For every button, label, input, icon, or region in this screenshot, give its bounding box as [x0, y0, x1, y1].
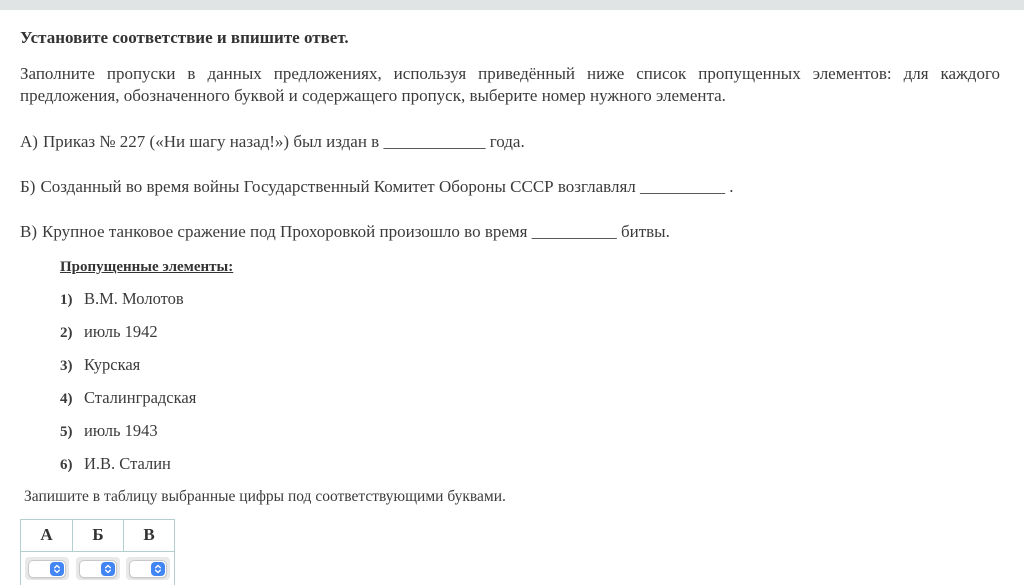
- answer-select-v[interactable]: [126, 557, 170, 580]
- up-down-chevrons-icon: [50, 562, 64, 576]
- sentence-a-text: Приказ № 227 («Ни шагу назад!») был издан в ____________ года.: [42, 132, 525, 151]
- task-instructions: Заполните пропуски в данных предложениях, используя приведённый ниже список пропущенных элементов: для каждого предложения, обозначенного буквой и содержащего пропуск, выберите номер нужного элемента.: [20, 64, 1000, 105]
- up-down-chevrons-icon: [101, 562, 115, 576]
- list-item-number: 1): [60, 292, 73, 308]
- sentence-v-text: Крупное танковое сражение под Прохоровкой произошло во время __________ битвы.: [42, 222, 670, 241]
- answer-table: [20, 519, 175, 585]
- top-bar: [0, 0, 1024, 10]
- answer-table-header-v: В: [123, 520, 174, 551]
- list-item-number: 5): [60, 424, 73, 440]
- list-item-text: Курская: [84, 355, 141, 374]
- list-item-text: И.В. Сталин: [84, 454, 171, 473]
- list-item-number: 4): [60, 391, 73, 407]
- list-item-text: июль 1942: [84, 322, 158, 341]
- list-item: [60, 322, 1000, 342]
- list-item: [60, 454, 1000, 474]
- sentence-a: [20, 132, 1000, 152]
- list-item-text: Сталинградская: [84, 388, 197, 407]
- list-item: [60, 289, 1000, 309]
- list-item: [60, 421, 1000, 441]
- list-item: [60, 388, 1000, 408]
- sentence-v: [20, 222, 1000, 242]
- answer-table-header-row: [21, 520, 174, 552]
- sentence-b-text: Созданный во время войны Государственный Комитет Обороны СССР возглавлял __________ .: [40, 177, 734, 196]
- task-page: [0, 10, 1024, 585]
- sentence-a-label: А): [20, 132, 38, 151]
- list-item: [60, 355, 1000, 375]
- sentence-b-label: Б): [20, 177, 36, 196]
- missing-elements-block: [60, 259, 1000, 474]
- missing-elements-heading: Пропущенные элементы:: [60, 259, 234, 275]
- list-item-number: 6): [60, 457, 73, 473]
- answer-table-select-row: [21, 552, 174, 585]
- list-item-number: 3): [60, 358, 73, 374]
- answer-select-b[interactable]: [76, 557, 120, 580]
- list-item-text: июль 1943: [84, 421, 158, 440]
- up-down-chevrons-icon: [151, 562, 165, 576]
- sentence-b: [20, 177, 1000, 197]
- answer-table-header-b: Б: [72, 520, 123, 551]
- list-item-text: В.М. Молотов: [84, 289, 184, 308]
- list-item-number: 2): [60, 325, 73, 341]
- answer-table-header-a: А: [40, 525, 53, 544]
- sentence-v-label: В): [20, 222, 37, 241]
- answer-select-a[interactable]: [25, 557, 69, 580]
- page-title: Установите соответствие и впишите ответ.: [20, 28, 349, 47]
- answer-table-instruction: Запишите в таблицу выбранные цифры под соответствующими буквами.: [24, 488, 506, 505]
